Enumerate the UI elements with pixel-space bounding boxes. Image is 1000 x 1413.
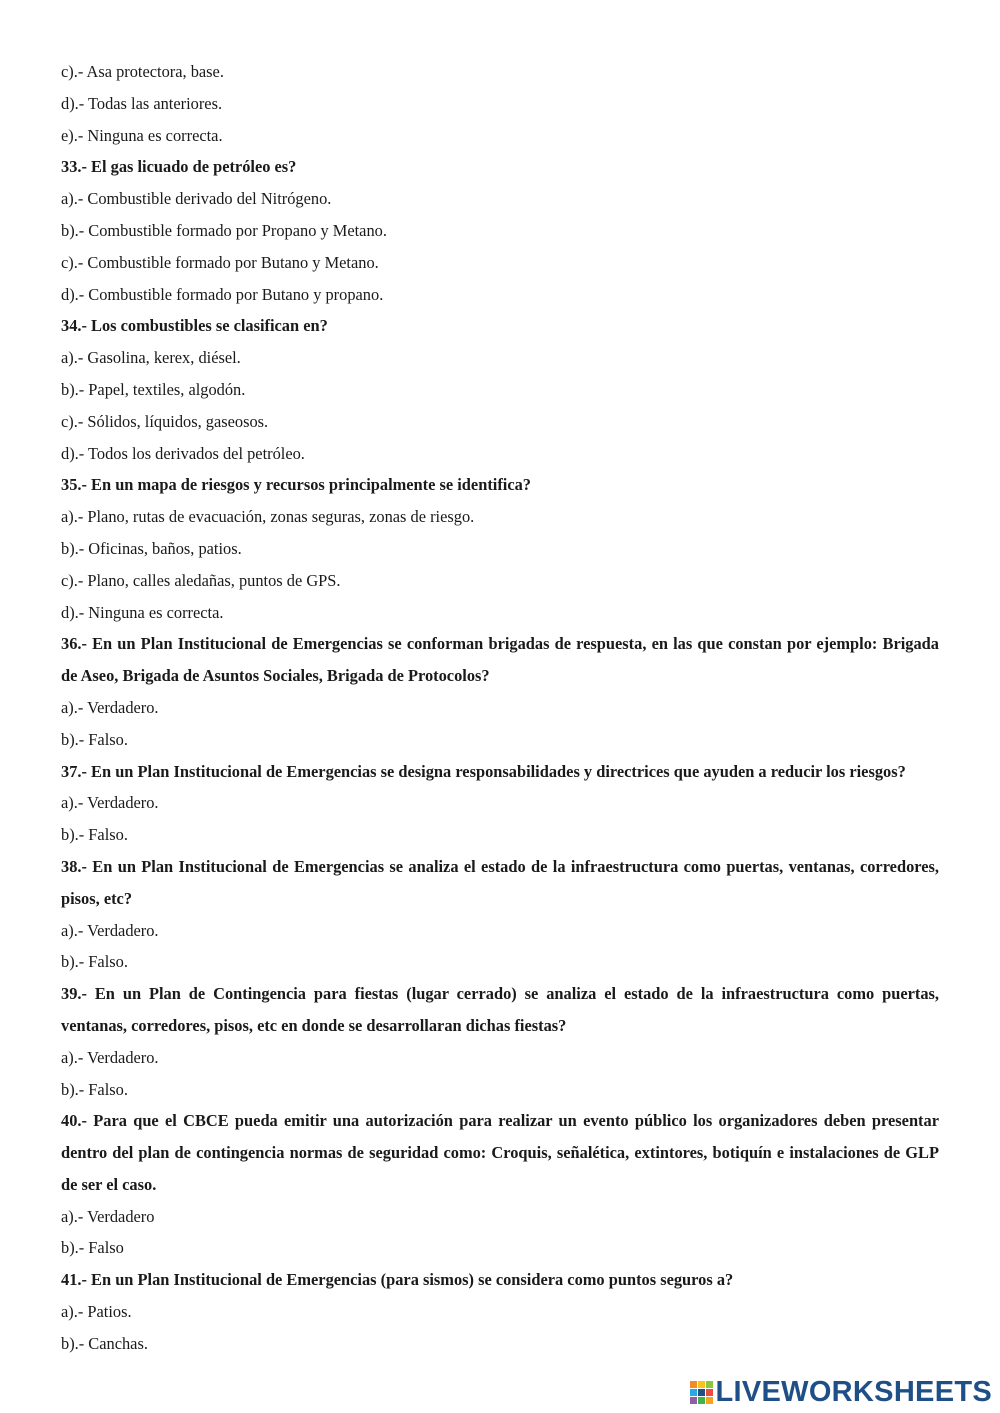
answer-option: b).- Oficinas, baños, patios. (61, 538, 242, 558)
logo-tile (706, 1397, 713, 1404)
answer-option: a).- Verdadero. (61, 1047, 159, 1067)
answer-option: b).- Papel, textiles, algodón. (61, 379, 246, 399)
logo-tile (690, 1381, 697, 1388)
worksheet-content (61, 56, 939, 1360)
answer-option: d).- Todas las anteriores. (61, 93, 223, 113)
question-text: 41.- En un Plan Institucional de Emergencias (para sismos) se considera como puntos seguros a? (61, 1270, 734, 1290)
answer-option: b).- Falso. (61, 1079, 128, 1099)
answer-option: b).- Falso. (61, 825, 128, 845)
answer-option: b).- Falso. (61, 729, 128, 749)
answer-option: a).- Verdadero. (61, 920, 159, 940)
answer-option: c).- Asa protectora, base. (61, 62, 224, 81)
answer-option: d).- Todos los derivados del petróleo. (61, 443, 305, 463)
logo-tile (690, 1397, 697, 1404)
answer-option: c).- Combustible formado por Butano y Metano. (61, 252, 379, 272)
answer-option: b).- Canchas. (61, 1333, 148, 1353)
logo-tile (698, 1397, 705, 1404)
answer-option: b).- Falso. (61, 952, 128, 972)
liveworksheets-logo (690, 1376, 993, 1409)
answer-option: d).- Combustible formado por Butano y propano. (61, 284, 384, 304)
answer-option: a).- Verdadero (61, 1206, 155, 1226)
logo-tile (698, 1389, 705, 1396)
question-text: 34.- Los combustibles se clasifican en? (61, 316, 328, 336)
logo-tile (706, 1381, 713, 1388)
question-text: 35.- En un mapa de riesgos y recursos principalmente se identifica? (61, 475, 532, 495)
logo-text: LIVEWORKSHEETS (715, 1376, 992, 1408)
answer-option: a).- Plano, rutas de evacuación, zonas seguras, zonas de riesgo. (61, 507, 475, 527)
answer-option: d).- Ninguna es correcta. (61, 602, 224, 622)
logo-tile (690, 1389, 697, 1396)
answer-option: b).- Combustible formado por Propano y Metano. (61, 220, 387, 240)
answer-option: b).- Falso (61, 1238, 124, 1258)
answer-option: c).- Plano, calles aledañas, puntos de GPS. (61, 570, 341, 590)
question-text: 36.- En un Plan Institucional de Emergencias se conforman brigadas de respuesta, en las que constan por ejemplo: Brigada de Aseo, Brigada de Asuntos Sociales, Brigada de Protocolos? (61, 634, 939, 686)
answer-option: a).- Patios. (61, 1302, 132, 1322)
answer-option: a).- Combustible derivado del Nitrógeno. (61, 189, 332, 209)
answer-option: c).- Sólidos, líquidos, gaseosos. (61, 411, 269, 431)
answer-option: a).- Verdadero. (61, 793, 159, 813)
logo-icon (690, 1381, 713, 1404)
question-text: 33.- El gas licuado de petróleo es? (61, 157, 297, 177)
answer-option: a).- Verdadero. (61, 697, 159, 717)
question-text: 40.- Para que el CBCE pueda emitir una autorización para realizar un evento público los organizadores deben presentar dentro del plan de contingencia normas de seguridad como: Croquis, señalética, extintores, botiquín e instalaciones de GLP de ser el caso. (61, 1111, 939, 1194)
question-text: 37.- En un Plan Institucional de Emergencias se designa responsabilidades y directrices que ayuden a reducir los riesgos? (61, 761, 906, 781)
logo-tile (698, 1381, 705, 1388)
question-text: 38.- En un Plan Institucional de Emergencias se analiza el estado de la infraestructura como puertas, ventanas, corredores, pisos, etc? (61, 856, 939, 908)
answer-option: e).- Ninguna es correcta. (61, 125, 223, 145)
question-text: 39.- En un Plan de Contingencia para fiestas (lugar cerrado) se analiza el estado de la infraestructura como puertas, ventanas, corredores, pisos, etc en donde se desarrollaran dichas fiestas? (61, 984, 939, 1035)
answer-option: a).- Gasolina, kerex, diésel. (61, 348, 241, 368)
logo-tile (706, 1389, 713, 1396)
